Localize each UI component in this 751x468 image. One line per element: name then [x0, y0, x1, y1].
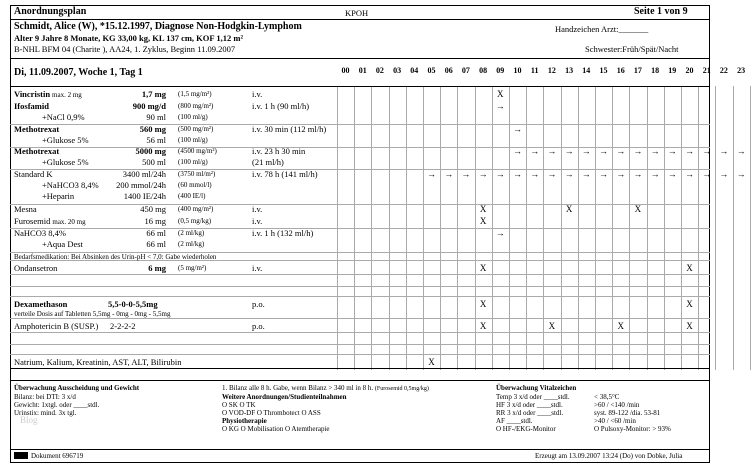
medication-dose: 16 mg	[144, 216, 166, 226]
footer-col3-line: HF 3 x/d oder ____stdl.	[496, 401, 563, 409]
row-divider	[10, 296, 710, 297]
medication-max-dose: max. 20 mg	[52, 218, 86, 226]
hour-20: 20	[685, 66, 694, 75]
medication-name[interactable]: Methotrexat	[14, 146, 60, 156]
administration-mark[interactable]: X	[565, 204, 573, 214]
hour-08: 08	[479, 66, 488, 75]
medication-calc: (1,5 mg/m²)	[178, 90, 212, 98]
footer-col2-line[interactable]: O KG O Mobilisation O Atemtherapie	[222, 425, 330, 433]
medication-calc: (60 mmol/l)	[178, 181, 212, 189]
hour-19: 19	[668, 66, 677, 75]
hour-12: 12	[547, 66, 556, 75]
patient-info-2: B-NHL BFM 04 (Charite ), AA24, 1. Zyklus, Beginn 11.09.2007	[14, 44, 236, 54]
infusion-arrow[interactable]: →	[650, 169, 660, 179]
infusion-arrow[interactable]: →	[599, 169, 608, 179]
hour-07: 07	[461, 66, 470, 75]
infusion-arrow[interactable]: →	[581, 169, 591, 179]
medication-dose: 66 ml	[146, 228, 166, 238]
document-id: Dokument 696719	[31, 452, 84, 460]
patient-info-1: Alter 9 Jahre 8 Monate, KG 33,00 kg, KL 137 cm, KOF 1,12 m²	[14, 33, 244, 43]
ondansetron-dose: 6 mg	[148, 263, 166, 273]
hour-10: 10	[513, 66, 522, 75]
handzeichen-arzt: Handzeichen Arzt:_______	[555, 24, 649, 34]
medication-name[interactable]: +NaHCO3 8,4%	[42, 180, 99, 190]
row-divider	[10, 354, 710, 355]
infusion-arrow[interactable]: →	[599, 146, 608, 156]
row-divider	[10, 368, 710, 369]
page-indicator: Seite 1 von 9	[634, 6, 688, 17]
dexamethason-note: verteile Dosis auf Tabletten 5,5mg - 0mg - 0mg - 5,5mg	[14, 310, 171, 318]
bilanz-rule-note: (Furosemid 0,5mg/kg)	[374, 386, 429, 392]
medication-route: i.v. 23 h 30 min	[252, 146, 306, 156]
day-header: Di, 11.09.2007, Woche 1, Tag 1	[14, 67, 143, 78]
hour-23: 23	[737, 66, 746, 75]
footer-col1-title: Überwachung Ausscheidung und Gewicht	[14, 384, 140, 392]
medication-dose: 450 mg	[140, 204, 166, 214]
hour-04: 04	[410, 66, 419, 75]
grid-column-line	[715, 86, 716, 370]
row-divider	[10, 286, 710, 287]
medication-dose: 560 mg	[139, 124, 166, 134]
erzeugt-line: Erzeugt am 13.09.2007 13:24 (Do) von Dobke, Julia	[535, 452, 683, 460]
medication-name[interactable]: +Heparin	[42, 191, 75, 201]
grid-column-line	[733, 86, 734, 370]
medication-dose: 3400 ml/24h	[122, 169, 166, 179]
hour-17: 17	[633, 66, 642, 75]
footer-col2-title: Weitere Anordnungen/Studienteilnahmen	[222, 393, 347, 401]
medication-route: i.v.	[252, 204, 263, 214]
administration-mark[interactable]: X	[686, 299, 693, 309]
medication-dose: 56 ml	[146, 135, 166, 145]
infusion-arrow[interactable]: →	[427, 169, 436, 179]
department-label: KPOH	[345, 8, 369, 18]
infusion-arrow[interactable]: →	[564, 146, 574, 156]
amphotericin-name[interactable]: Amphotericin B (SUSP.)	[14, 321, 99, 331]
ondansetron-calc: (5 mg/m²)	[178, 264, 207, 272]
footer-col2-line1	[222, 384, 429, 392]
labs-line[interactable]: Natrium, Kalium, Kreatinin, AST, ALT, Bilirubin	[14, 357, 182, 367]
infusion-arrow[interactable]: →	[736, 169, 746, 179]
footer-col4-line: syst. 89-122 /dia. 53-81	[594, 409, 661, 417]
medication-name[interactable]: +NaCl 0,9%	[42, 112, 85, 122]
infusion-arrow[interactable]: →	[633, 169, 643, 179]
administration-mark[interactable]: X	[634, 204, 642, 214]
infusion-arrow[interactable]: →	[719, 146, 729, 156]
medication-calc: (500 mg/m²)	[178, 125, 214, 133]
infusion-arrow[interactable]: →	[633, 146, 643, 156]
infusion-arrow[interactable]: →	[667, 146, 677, 156]
medication-dose: 500 ml	[142, 157, 166, 167]
infusion-arrow[interactable]: →	[495, 228, 505, 238]
medication-dose: 1400 IE/24h	[123, 191, 166, 201]
infusion-arrow[interactable]: →	[685, 146, 694, 156]
administration-mark[interactable]: X	[479, 263, 487, 273]
medication-calc: (0,5 mg/kg)	[178, 217, 212, 225]
administration-mark[interactable]: X	[479, 321, 487, 331]
footer-col3-line: RR 3 x/d oder ____stdl.	[496, 409, 564, 417]
administration-mark[interactable]: X	[479, 216, 487, 226]
infusion-arrow[interactable]: →	[444, 169, 454, 179]
dexamethason-name[interactable]: Dexamethason	[14, 299, 68, 309]
infusion-arrow[interactable]: →	[719, 169, 729, 179]
infusion-arrow[interactable]: →	[736, 146, 746, 156]
hour-02: 02	[375, 66, 384, 75]
hour-14: 14	[582, 66, 591, 75]
medication-name[interactable]: Vincristin max. 2 mg	[14, 89, 82, 99]
medication-name[interactable]: NaHCO3 8,4%	[14, 228, 66, 238]
medication-name[interactable]: +Glukose 5%	[42, 135, 89, 145]
hour-15: 15	[599, 66, 608, 75]
infusion-arrow[interactable]: →	[495, 101, 505, 111]
watermark: Blog	[20, 415, 38, 425]
medication-route: i.v.	[252, 216, 263, 226]
bilanz-rule: 1. Bilanz alle 8 h. Gabe, wenn Bilanz > 340 ml in 8 h.	[222, 384, 374, 392]
header-divider	[10, 19, 710, 20]
footer-top-divider	[10, 380, 710, 381]
hour-05: 05	[427, 66, 436, 75]
amphotericin-route: p.o.	[252, 321, 265, 331]
hour-18: 18	[651, 66, 660, 75]
hour-21: 21	[702, 66, 711, 75]
infusion-arrow[interactable]: →	[530, 169, 540, 179]
medication-route: i.v. 30 min (112 ml/h)	[252, 124, 327, 134]
medication-route: i.v. 1 h (132 ml/h)	[252, 228, 314, 238]
footer-col3-line: Temp 3 x/d oder ____stdl.	[496, 393, 570, 401]
row-divider	[10, 318, 710, 319]
medication-name[interactable]: +Aqua Dest	[42, 239, 83, 249]
ondansetron-name[interactable]: Ondansetron	[14, 263, 58, 273]
footer-col2-line: Physiotherapie	[222, 417, 267, 425]
hour-01: 01	[358, 66, 367, 75]
footer-col2-line[interactable]: O VOD-DF O Thrombotect O ASS	[222, 409, 321, 417]
medication-name[interactable]: Methotrexat	[14, 124, 60, 134]
medication-calc: (400 mg/m²)	[178, 205, 214, 213]
footer-col4-line: >60 / <140 /min	[594, 401, 640, 409]
frame-bottom	[10, 462, 710, 463]
footer-col2-line[interactable]: O SK O TK	[222, 401, 256, 409]
medication-name[interactable]: +Glukose 5%	[42, 157, 89, 167]
bedarf-note: Bedarfsmedikation: Bei Absinken des Urin-pH < 7,0: Gabe wiederholen	[14, 253, 217, 261]
header-bottom-divider	[10, 58, 710, 59]
document-title: Anordnungsplan	[14, 6, 87, 17]
footer-col1-line: Urinstix: mind. 3x tgl.	[14, 409, 77, 417]
infusion-arrow[interactable]: →	[702, 169, 712, 179]
medication-calc: (100 ml/g)	[178, 136, 208, 144]
medication-max-dose: max. 2 mg	[52, 91, 82, 99]
medication-name[interactable]: Standard K	[14, 169, 53, 179]
medication-dose: 90 ml	[146, 112, 166, 122]
medication-calc: (4500 mg/m²)	[178, 147, 217, 155]
medication-calc: (3750 ml/m²)	[178, 170, 216, 178]
footer-col4-line: >40 / <60 /min	[594, 417, 636, 425]
infusion-arrow[interactable]: →	[513, 169, 522, 179]
row-divider	[10, 274, 710, 275]
medication-route: (21 ml/h)	[252, 157, 284, 167]
infusion-arrow[interactable]: →	[616, 169, 626, 179]
infusion-arrow[interactable]: →	[461, 169, 471, 179]
footer-col1-line: Gewicht: 1xtgl. oder ____stdl.	[14, 401, 100, 409]
row-divider	[10, 332, 710, 333]
medication-calc: (2 ml/kg)	[178, 240, 205, 248]
infusion-arrow[interactable]: →	[513, 124, 522, 134]
hour-22: 22	[719, 66, 728, 75]
infusion-arrow[interactable]: →	[685, 169, 694, 179]
schwester-label: Schwester:Früh/Spät/Nacht	[585, 44, 679, 54]
dexamethason-route: p.o.	[252, 299, 265, 309]
hour-03: 03	[393, 66, 402, 75]
frame-left	[10, 5, 11, 462]
footer-col4-line[interactable]: O Pulsoxy-Monitor: > 93%	[594, 425, 671, 433]
medication-calc: (400 IE/l)	[178, 192, 206, 200]
dexamethason-dose: 5,5-0-0-5,5mg	[108, 299, 158, 309]
infusion-arrow[interactable]: →	[478, 169, 488, 179]
medication-dose: 900 mg/d	[132, 101, 166, 111]
medication-name[interactable]: Furosemid max. 20 mg	[14, 216, 86, 226]
infusion-arrow[interactable]: →	[547, 146, 557, 156]
frame-top	[10, 5, 710, 6]
administration-mark[interactable]: X	[686, 321, 693, 331]
footer-col4-line: < 38,5°C	[594, 393, 620, 401]
patient-line: Schmidt, Alice (W), *15.12.1997, Diagnose Non-Hodgkin-Lymphom	[14, 21, 302, 32]
footer-col1-line: Bilanz: bei DTI: 3 x/d	[14, 393, 76, 401]
medication-calc: (100 ml/g)	[178, 113, 208, 121]
hour-13: 13	[565, 66, 574, 75]
amphotericin-dose: 2-2-2-2	[110, 321, 136, 331]
infusion-arrow[interactable]: →	[667, 169, 677, 179]
infusion-arrow[interactable]: →	[513, 146, 522, 156]
medication-route: i.v.	[252, 89, 263, 99]
footer-col3-title: Überwachung Vitalzeichen	[496, 384, 577, 392]
medication-dose: 1,7 mg	[141, 89, 166, 99]
footer-divider	[10, 449, 710, 450]
infusion-arrow[interactable]: →	[530, 146, 540, 156]
infusion-arrow[interactable]: →	[650, 146, 660, 156]
medication-dose: 5000 mg	[135, 146, 166, 156]
hour-00: 00	[341, 66, 350, 75]
row-divider	[10, 344, 710, 345]
administration-mark[interactable]: X	[617, 321, 624, 331]
hour-16: 16	[616, 66, 625, 75]
footer-col3-line[interactable]: O HF-/EKG-Monitor	[496, 425, 556, 433]
administration-mark[interactable]: X	[497, 89, 504, 99]
hour-06: 06	[444, 66, 453, 75]
medication-route: i.v. 78 h (141 ml/h)	[252, 169, 318, 179]
administration-mark[interactable]: X	[428, 357, 435, 367]
administration-mark[interactable]: X	[548, 321, 556, 331]
hour-09: 09	[496, 66, 505, 75]
medication-calc: (100 ml/g)	[178, 158, 208, 166]
administration-mark[interactable]: X	[479, 204, 487, 214]
infusion-arrow[interactable]: →	[581, 146, 591, 156]
infusion-arrow[interactable]: →	[547, 169, 557, 179]
administration-mark[interactable]: X	[479, 299, 487, 309]
infusion-arrow[interactable]: →	[495, 169, 505, 179]
medication-calc: (2 ml/kg)	[178, 229, 205, 237]
ondansetron-route: i.v.	[252, 263, 263, 273]
medication-name[interactable]: Ifosfamid	[14, 101, 49, 111]
infusion-arrow[interactable]: →	[702, 146, 712, 156]
medication-dose: 200 mmol/24h	[116, 180, 166, 190]
medication-calc: (800 mg/m²)	[178, 102, 214, 110]
medication-route: i.v. 1 h (90 ml/h)	[252, 101, 310, 111]
infusion-arrow[interactable]: →	[616, 146, 626, 156]
footer-col3-line: AF ____stdl.	[496, 417, 533, 425]
administration-mark[interactable]: X	[686, 263, 693, 273]
medication-name[interactable]: Mesna	[14, 204, 37, 214]
kpoh-logo-icon	[14, 452, 28, 459]
row-divider	[10, 86, 710, 87]
infusion-arrow[interactable]: →	[564, 169, 574, 179]
medication-dose: 66 ml	[146, 239, 166, 249]
hour-11: 11	[530, 66, 539, 75]
